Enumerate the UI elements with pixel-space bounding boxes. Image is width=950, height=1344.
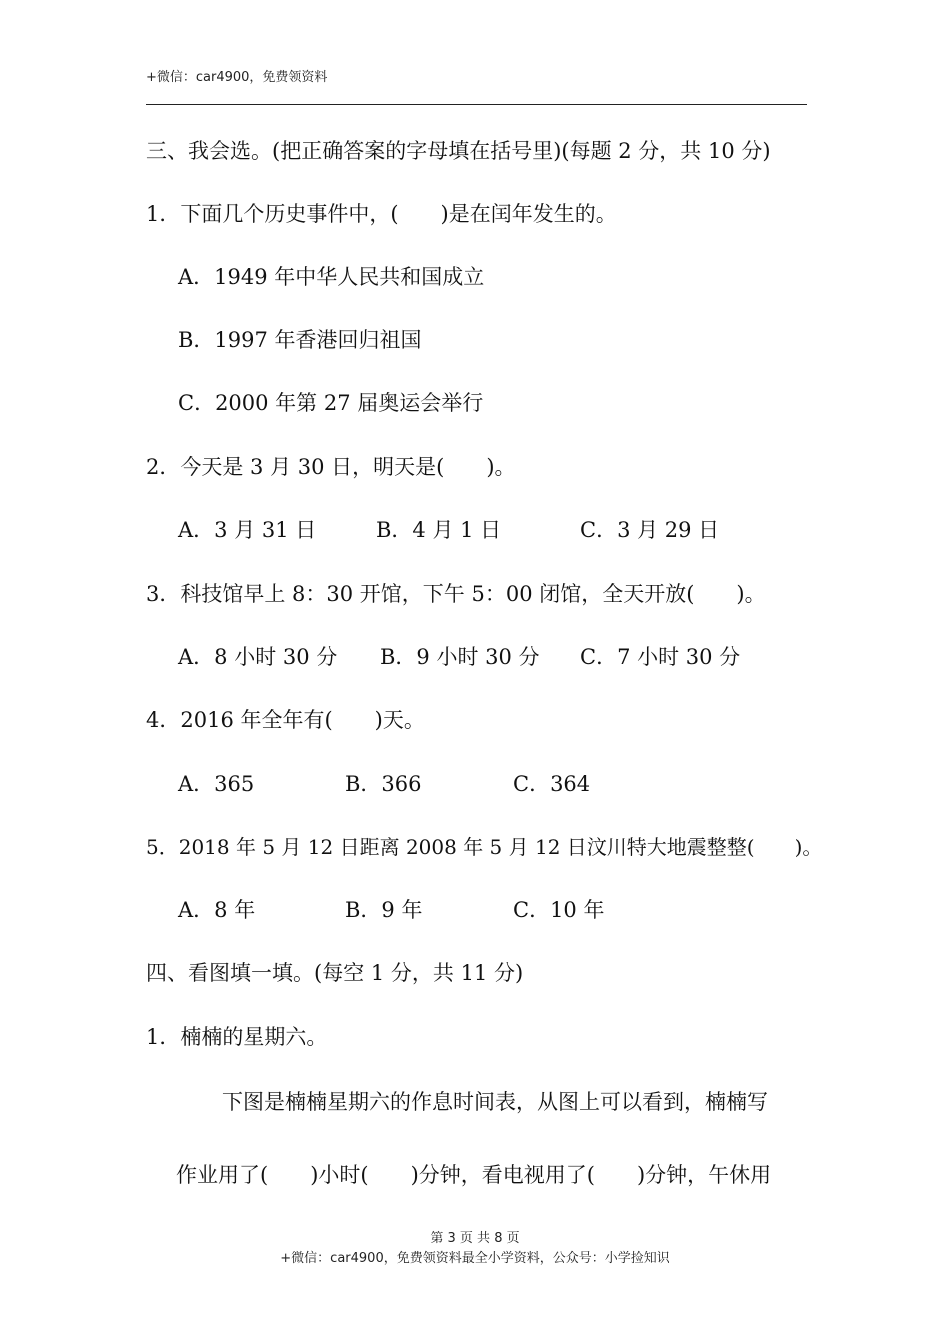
question-4-option-b: B．366	[345, 772, 422, 796]
header-rule	[146, 104, 807, 105]
footer-note: +微信：car4900，免费领资料最全小学资料，公众号：小学捡知识	[280, 1251, 670, 1266]
question-5-option-c: C．10 年	[513, 898, 605, 922]
section-3-title: 三、我会选。(把正确答案的字母填在括号里)(每题 2 分，共 10 分)	[146, 139, 771, 163]
question-4-stem: 4．2016 年全年有( )天。	[146, 708, 425, 732]
question-4-option-c: C．364	[513, 772, 591, 796]
question-3-stem: 3．科技馆早上 8：30 开馆，下午 5：00 闭馆，全天开放( )。	[146, 582, 766, 606]
section-4-question-1-text-line-1: 下图是楠楠星期六的作息时间表，从图上可以看到，楠楠写	[222, 1090, 768, 1114]
question-1-option-c: C．2000 年第 27 届奥运会举行	[178, 391, 484, 415]
question-2-option-c: C．3 月 29 日	[580, 518, 720, 542]
question-4-option-a: A．365	[178, 772, 255, 796]
question-3-option-c: C．7 小时 30 分	[580, 645, 741, 669]
page-header: +微信：car4900，免费领资料	[146, 70, 328, 85]
page-number: 第 3 页 共 8 页	[430, 1231, 520, 1246]
question-2-option-b: B．4 月 1 日	[376, 518, 502, 542]
question-3-option-a: A．8 小时 30 分	[178, 645, 338, 669]
section-4-question-1-stem: 1．楠楠的星期六。	[146, 1025, 328, 1049]
question-1-option-a: A．1949 年中华人民共和国成立	[178, 265, 485, 289]
question-1-option-b: B．1997 年香港回归祖国	[178, 328, 422, 352]
question-1-stem: 1．下面几个历史事件中，( )是在闰年发生的。	[146, 202, 617, 226]
question-5-option-a: A．8 年	[178, 898, 256, 922]
question-3-option-b: B．9 小时 30 分	[380, 645, 540, 669]
section-4-title: 四、看图填一填。(每空 1 分，共 11 分)	[146, 961, 524, 985]
section-4-question-1-text-line-2: 作业用了( )小时( )分钟，看电视用了( )分钟，午休用	[176, 1163, 772, 1187]
question-2-option-a: A．3 月 31 日	[178, 518, 317, 542]
question-5-option-b: B．9 年	[345, 898, 423, 922]
question-5-stem: 5．2018 年 5 月 12 日距离 2008 年 5 月 12 日汶川特大地震整整( )。	[146, 835, 823, 859]
question-2-stem: 2．今天是 3 月 30 日，明天是( )。	[146, 455, 516, 479]
